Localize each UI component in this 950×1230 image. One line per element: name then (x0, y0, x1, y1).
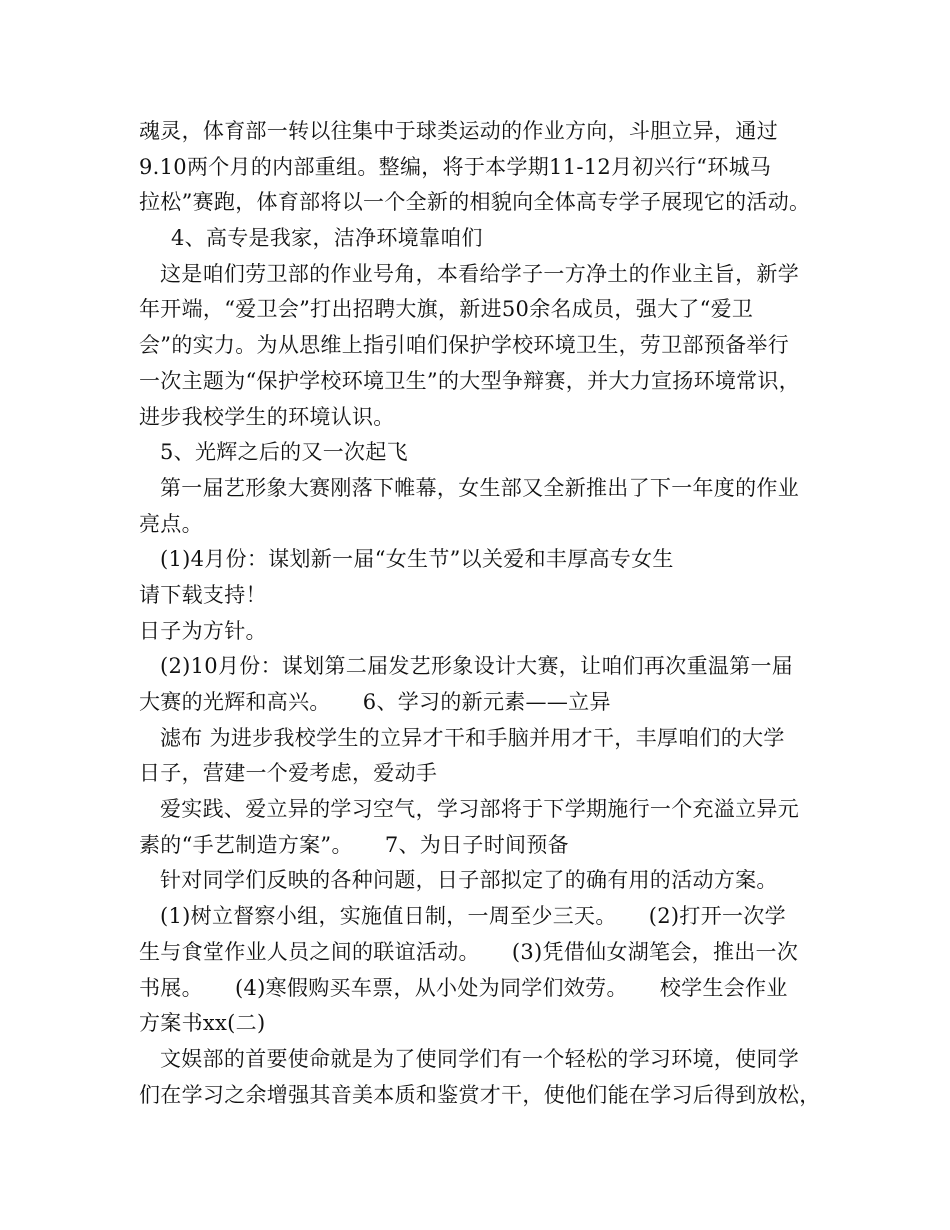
text-line: 会”的实力。为从思维上指引咱们保护学校环境卫生，劳卫部预备举行 (139, 333, 790, 358)
text-line: 生与食堂作业人员之间的联谊活动。 (3)凭借仙女湖笔会，推出一次 (139, 939, 799, 964)
section-heading-4: 4、高专是我家，洁净环境靠咱们 (171, 226, 483, 251)
list-item: (1)4月份：谋划新一届“女生节”以关爱和丰厚高专女生 (160, 547, 674, 572)
list-item: (2)10月份：谋划第二届发艺形象设计大赛，让咱们再次重温第一届 (160, 654, 794, 679)
text-line: 们在学习之余增强其音美本质和鉴赏才干，使他们能在学习后得到放松， (139, 1082, 821, 1107)
text-line: 大赛的光辉和高兴。 6、学习的新元素——立异 (139, 690, 611, 714)
text-line: 这是咱们劳卫部的作业号角，本看给学子一方净土的作业主旨，新学 (160, 261, 799, 286)
text-line: 滤布 为进步我校学生的立异才干和手脑并用才干，丰厚咱们的大学 (160, 725, 785, 750)
text-line: 针对同学们反映的各种问题，日子部拟定了的确有用的活动方案。 (160, 868, 778, 893)
text-line: 日子，营建一个爱考虑，爱动手 (139, 761, 438, 786)
text-line: 一次主题为“保护学校环境卫生”的大型争辩赛，并大力宣扬环境常识， (139, 368, 801, 393)
text-line: 素的“手艺制造方案”。 7、为日子时间预备 (139, 832, 569, 857)
text-line: 日子为方针。 (139, 618, 267, 643)
text-line: 书展。 (4)寒假购买车票，从小处为同学们效劳。 校学生会作业 (139, 975, 788, 1000)
text-line: 9.10两个月的内部重组。整编，将于本学期11-12月初兴行“环城马 (139, 154, 772, 179)
section-heading-5: 5、光辉之后的又一次起飞 (160, 440, 408, 465)
text-line: 年开端，“爱卫会”打出招聘大旗，新进50余名成员，强大了“爱卫 (139, 297, 754, 322)
download-notice: 请下载支持！ (139, 582, 267, 607)
document-body (139, 114, 819, 1113)
list-item: (1)树立督察小组，实施值日制，一周至少三天。 (2)打开一次学 (160, 904, 786, 929)
text-line: 进步我校学生的环境认识。 (139, 404, 395, 429)
text-line: 亮点。 (139, 511, 203, 536)
text-line: 文娱部的首要使命就是为了使同学们有一个轻松的学习环境，使同学 (160, 1046, 799, 1071)
text-line: 方案书xx(二) (139, 1011, 266, 1036)
text-line: 第一届艺形象大赛刚落下帷幕，女生部又全新推出了下一年度的作业 (160, 475, 799, 500)
text-line: 拉松”赛跑，体育部将以一个全新的相貌向全体高专学子展现它的活动。 (139, 190, 811, 215)
text-line: 魂灵，体育部一转以往集中于球类运动的作业方向，斗胆立异，通过 (139, 119, 778, 143)
text-line: 爱实践、爱立异的学习空气，学习部将于下学期施行一个充溢立异元 (160, 797, 799, 822)
